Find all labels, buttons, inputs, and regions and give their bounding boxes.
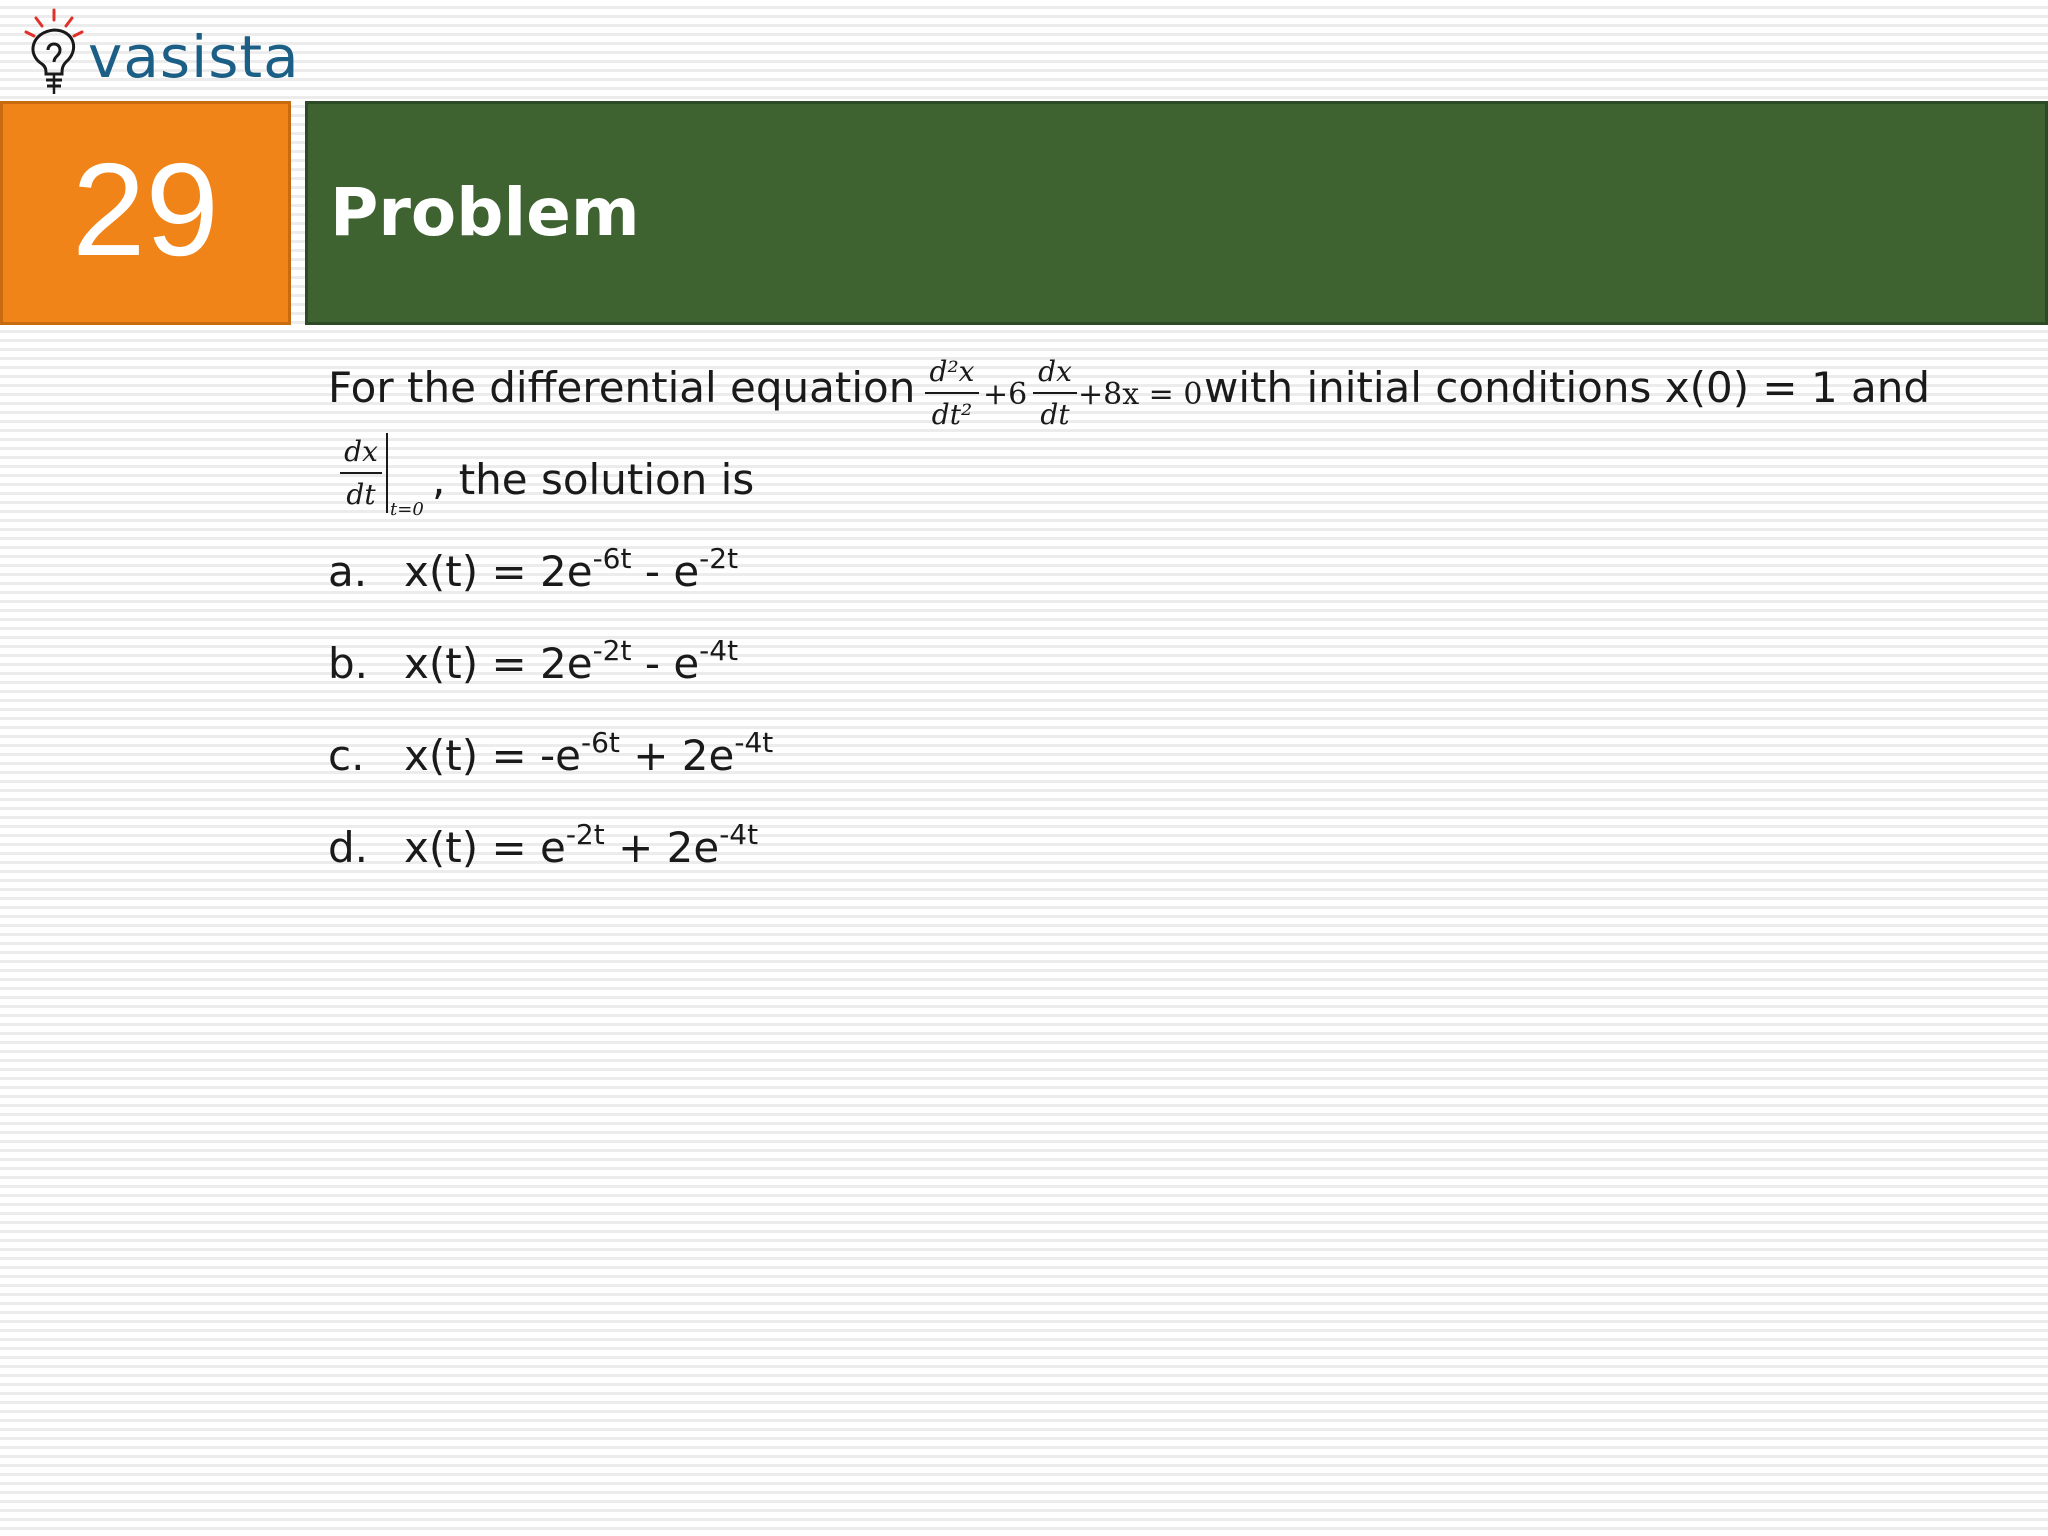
title-bar [305, 101, 2048, 325]
eq-denominator-1: dt² [931, 398, 973, 431]
slide-number: 29 [72, 136, 219, 283]
option-label: a. [328, 547, 368, 596]
slide-number-box [0, 101, 291, 325]
option-label: c. [328, 731, 365, 780]
eq-numerator-1: d²x [929, 355, 975, 388]
eq-fraction-2 [1033, 355, 1077, 431]
eq-term-6: +6 [983, 377, 1028, 412]
evaluation-bar [386, 433, 388, 513]
option-label: d. [328, 823, 369, 872]
eq-fraction-1 [925, 355, 979, 431]
ic-denominator: dt [346, 478, 376, 511]
option-d: d. $x(t) = e^{-2t} + 2e^{-4t}$ [328, 818, 759, 872]
question-closing: , the solution is [432, 455, 755, 504]
bulb-icon [18, 6, 88, 98]
question-intro: For the differential equation [328, 363, 916, 412]
eq-denominator-2: dt [1040, 398, 1070, 431]
eq-tail: +8x = 0 [1078, 377, 1203, 412]
logo-wordmark: vasista [88, 23, 300, 91]
option-label: b. [328, 639, 369, 688]
ic-fraction [340, 435, 382, 511]
slide-title: Problem [330, 174, 640, 251]
ic-numerator: dx [344, 435, 378, 468]
option-c: c. $x(t) = -e^{-6t} + 2e^{-4t}$ [328, 726, 774, 780]
option-a: a. $x(t) = 2e^{-6t} - e^{-2t}$ [328, 542, 739, 596]
ic-subscript: t=0 [390, 499, 424, 520]
vasista-logo [18, 6, 300, 98]
question-conditions: with initial conditions x(0) = 1 and [1204, 363, 1931, 412]
option-b: b. $x(t) = 2e^{-2t} - e^{-4t}$ [328, 634, 739, 688]
eq-numerator-2: dx [1038, 355, 1072, 388]
